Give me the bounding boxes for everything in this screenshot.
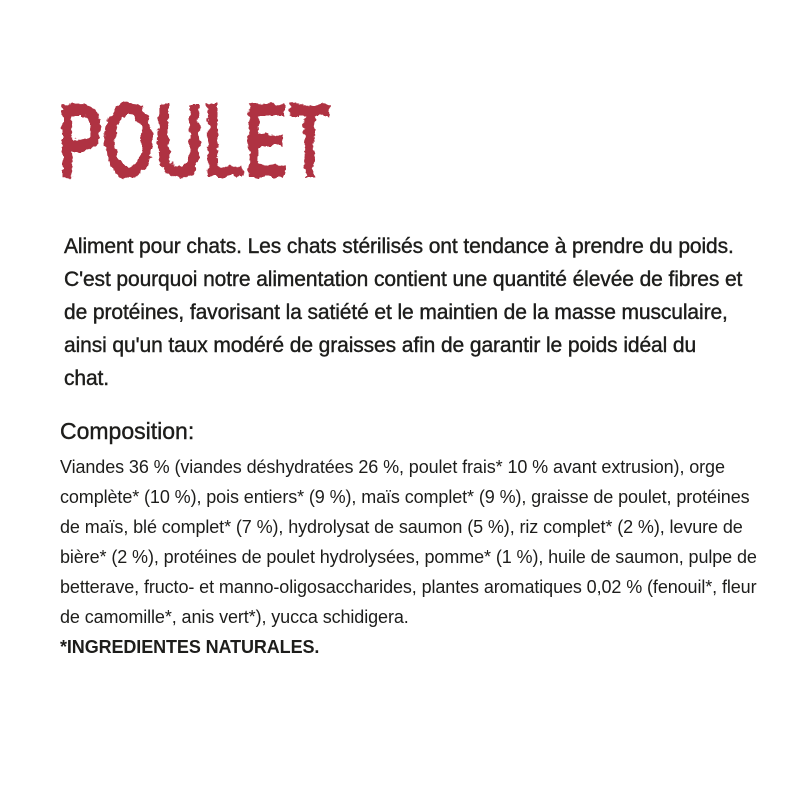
- product-title: POULET: [58, 82, 330, 200]
- composition-text: Viandes 36 % (viandes déshydratées 26 %, poulet frais* 10 % avant extrusion), orge complète* (10 %), pois entiers* (9 %), maïs complet* (9 %), graisse de poulet, protéines de maïs, blé complet* (7 %), hydrolysat de saumon (5 %), riz complet* (2 %), levure de bière* (2 %), protéines de poulet hydrolysées, pomme* (1 %), huile de saumon, pulpe de betterave, fructo- et manno-oligosaccharides, plantes aromatiques 0,02 % (fenouil*, fleur de camomille*, anis vert*), yucca schidigera.: [60, 457, 757, 627]
- product-title-art: [54, 78, 374, 208]
- natural-ingredients-note: *INGREDIENTES NATURALES.: [60, 637, 320, 657]
- composition-block: [60, 452, 760, 662]
- intro-paragraph: Aliment pour chats. Les chats stérilisés ont tendance à prendre du poids. C'est pourquoi notre alimentation contient une quantité élevée de fibres et de protéines, favorisant la satiété et le maintien de la masse musculaire, ainsi qu'un taux modéré de graisses afin de garantir le poids idéal du chat.: [64, 235, 743, 390]
- composition-heading: Composition:: [60, 418, 195, 444]
